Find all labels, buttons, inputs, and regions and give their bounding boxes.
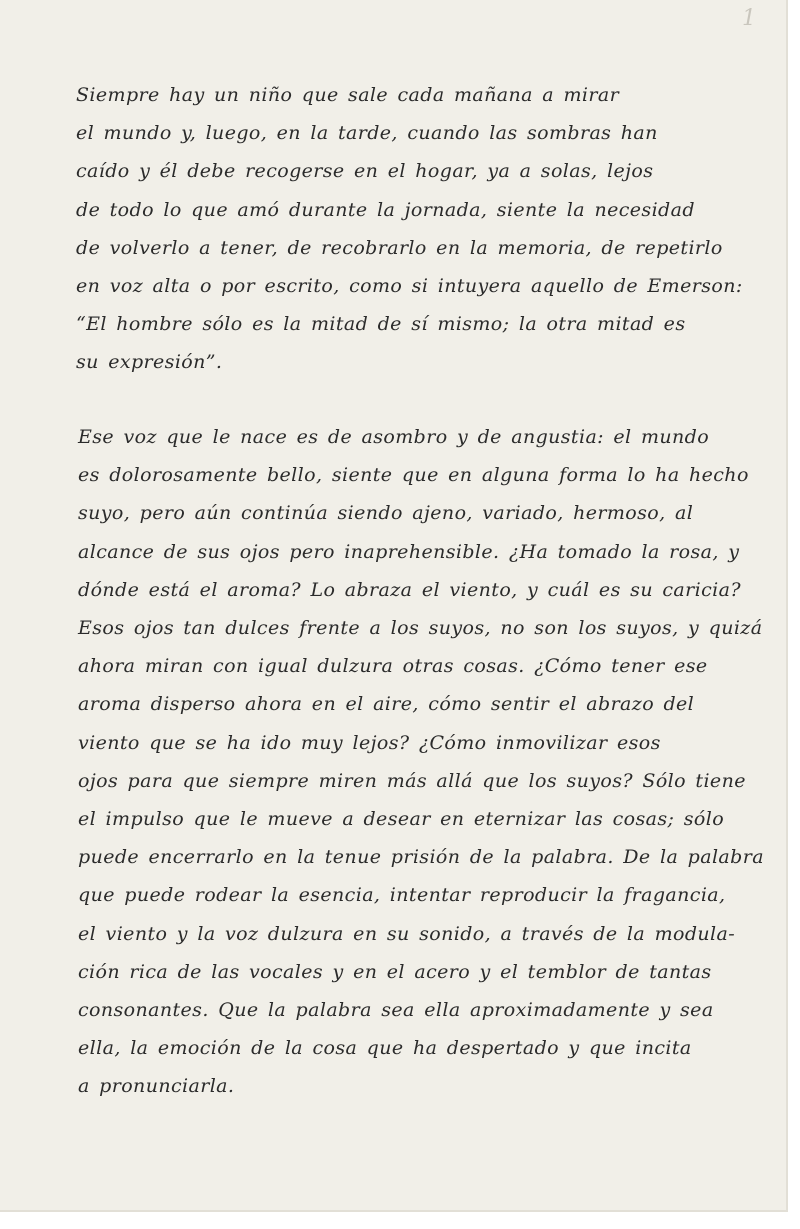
text-line: Siempre hay un niño que sale cada mañana a mirar [76,84,620,106]
text-line: Esos ojos tan dulces frente a los suyos, no son los suyos, y quizá [78,617,763,640]
text-line: viento que se ha ido muy lejos? ¿Cómo inmovilizar esos [78,731,661,754]
text-line: ojos para que siempre miren más allá que los suyos? Sólo tiene [78,769,746,792]
text-line: Ese voz que le nace es de asombro y de angustia: el mundo [78,426,710,448]
paragraph-1 [40,76,780,382]
text-line: de volverlo a tener, de recobrarlo en la memoria, de repetirlo [76,236,723,259]
text-line: aroma disperso ahora en el aire, cómo sentir el abrazo del [78,693,695,716]
text-line: el viento y la voz dulzura en su sonido, a través de la modula- [78,922,736,945]
text-line: dónde está el aroma? Lo abraza el viento, y cuál es su caricia? [78,578,741,601]
text-line: que puede rodear la esencia, intentar reproducir la fragancia, [78,884,726,907]
text-line: caído y él debe recogerse en el hogar, ya a solas, lejos [76,160,654,183]
text-line: a pronunciarla. [78,1075,235,1098]
text-line: ción rica de las vocales y en el acero y el temblor de tantas [78,960,712,983]
paragraph-2 [40,418,780,1106]
text-line: alcance de sus ojos pero inaprehensible. ¿Ha tomado la rosa, y [78,540,740,563]
text-line: en voz alta o por escrito, como si intuyera aquello de Emerson: [76,275,743,298]
text-line: de todo lo que amó durante la jornada, siente la necesidad [76,198,695,221]
page-number: 1 [742,6,756,31]
text-line: suyo, pero aún continúa siendo ajeno, variado, hermoso, al [78,502,694,525]
text-line: “El hombre sólo es la mitad de sí mismo; la otra mitad es [76,313,686,336]
text-line: ella, la emoción de la cosa que ha despertado y que incita [78,1037,692,1060]
text-line: consonantes. Que la palabra sea ella aproximadamente y sea [78,999,714,1022]
text-line: ahora miran con igual dulzura otras cosas. ¿Cómo tener ese [78,655,708,678]
text-line: el mundo y, luego, en la tarde, cuando las sombras han [76,122,658,145]
text-line: el impulso que le mueve a desear en eternizar las cosas; sólo [78,808,725,831]
text-line: puede encerrarlo en la tenue prisión de la palabra. De la palabra [78,846,764,869]
text-line: es dolorosamente bello, siente que en alguna forma lo ha hecho [78,464,749,487]
text-line: su expresión”. [76,351,223,374]
